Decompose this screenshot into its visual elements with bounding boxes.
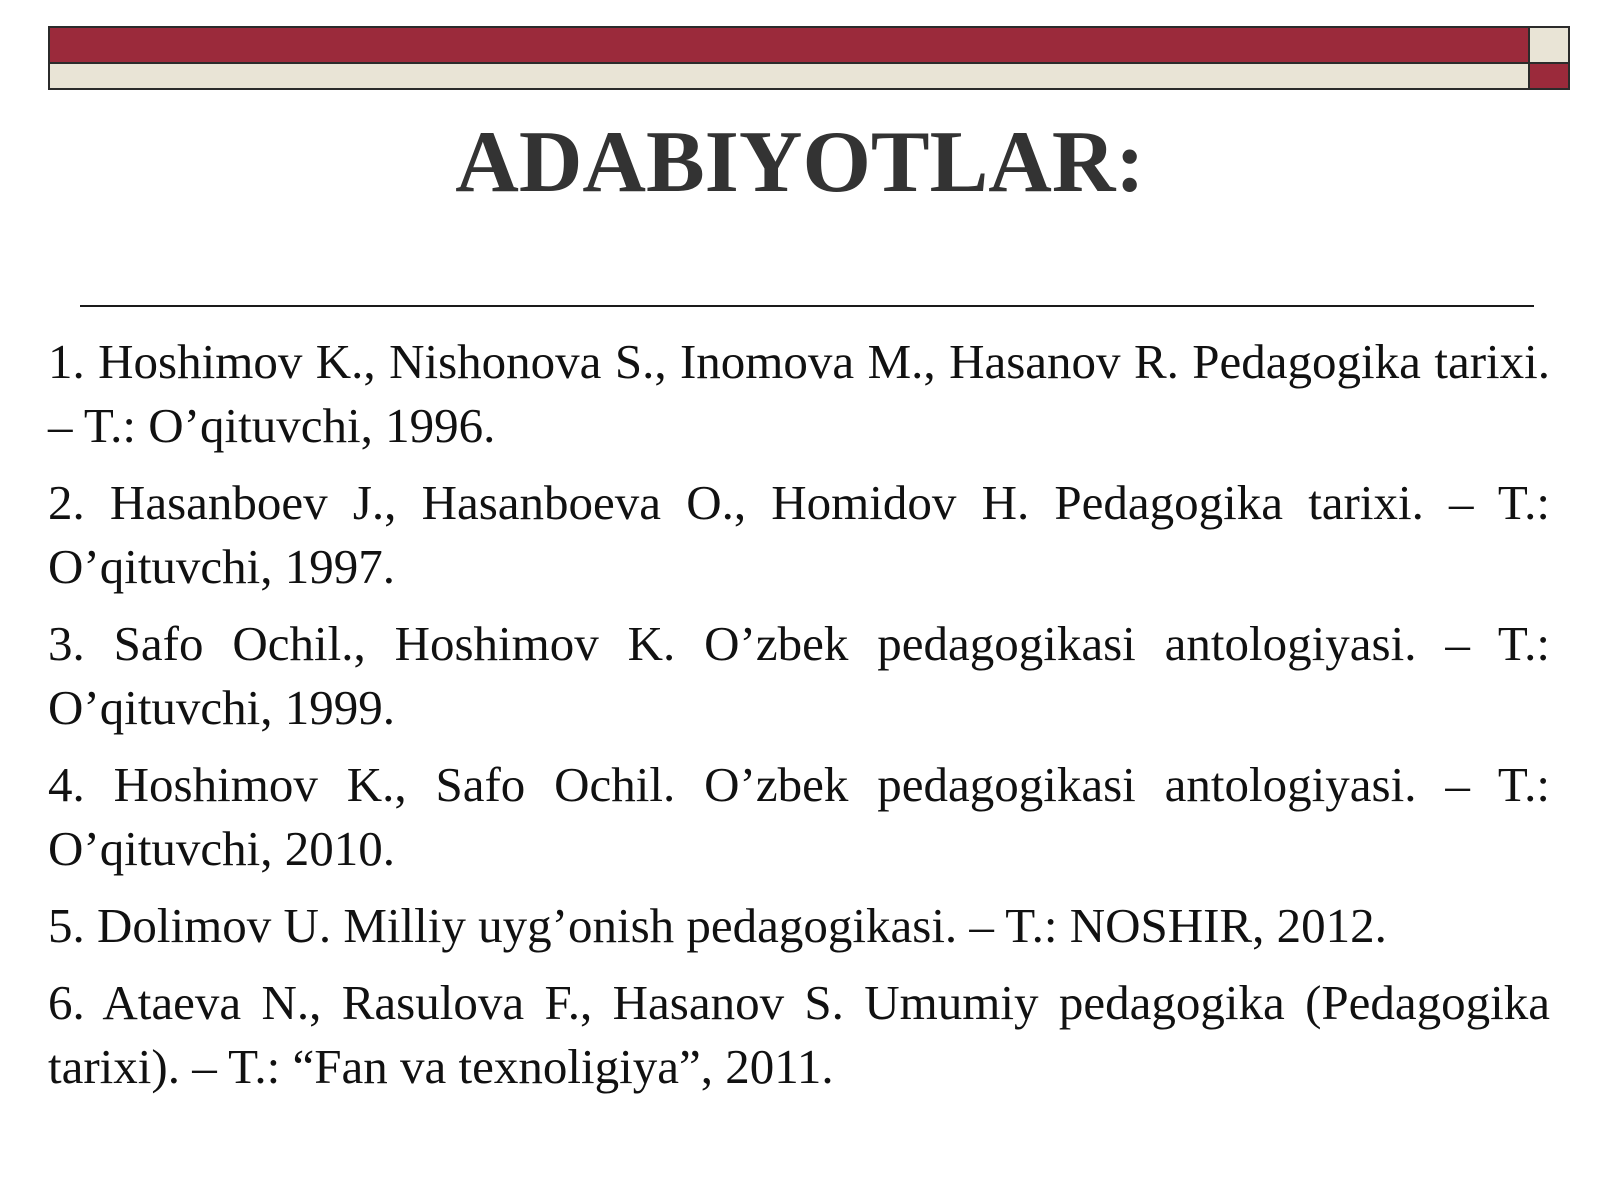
- header-band-corner-cream-square: [1530, 26, 1570, 64]
- header-band-red-bar: [48, 26, 1530, 64]
- reference-item-1: 1. Hoshimov K., Nishonova S., Inomova M., Hasanov R. Pedagogika tarixi. – T.: O’qituvchi, 1996.: [48, 334, 1550, 453]
- title-divider-line: [80, 305, 1534, 307]
- header-decoration-band: [48, 26, 1570, 92]
- reference-item-3: 3. Safo Ochil., Hoshimov K. O’zbek pedagogikasi antologiyasi. – T.: O’qituvchi, 1999.: [48, 616, 1550, 735]
- reference-item-5: 5. Dolimov U. Milliy uyg’onish pedagogikasi. – T.: NOSHIR, 2012.: [48, 898, 1387, 953]
- header-band-cream-bar: [48, 64, 1530, 90]
- reference-list: [48, 330, 1550, 1112]
- reference-item-2: 2. Hasanboev J., Hasanboeva O., Homidov H. Pedagogika tarixi. – T.: O’qituvchi, 1997.: [48, 475, 1550, 594]
- header-band-corner-red-square: [1530, 64, 1570, 90]
- reference-item-4: 4. Hoshimov K., Safo Ochil. O’zbek pedagogikasi antologiyasi. – T.: O’qituvchi, 2010.: [48, 757, 1550, 876]
- slide-title: ADABIYOTLAR:: [455, 114, 1145, 211]
- reference-item-6: 6. Ataeva N., Rasulova F., Hasanov S. Umumiy pedagogika (Pedagogika tarixi). – T.: “Fan va texnoligiya”, 2011.: [48, 975, 1550, 1094]
